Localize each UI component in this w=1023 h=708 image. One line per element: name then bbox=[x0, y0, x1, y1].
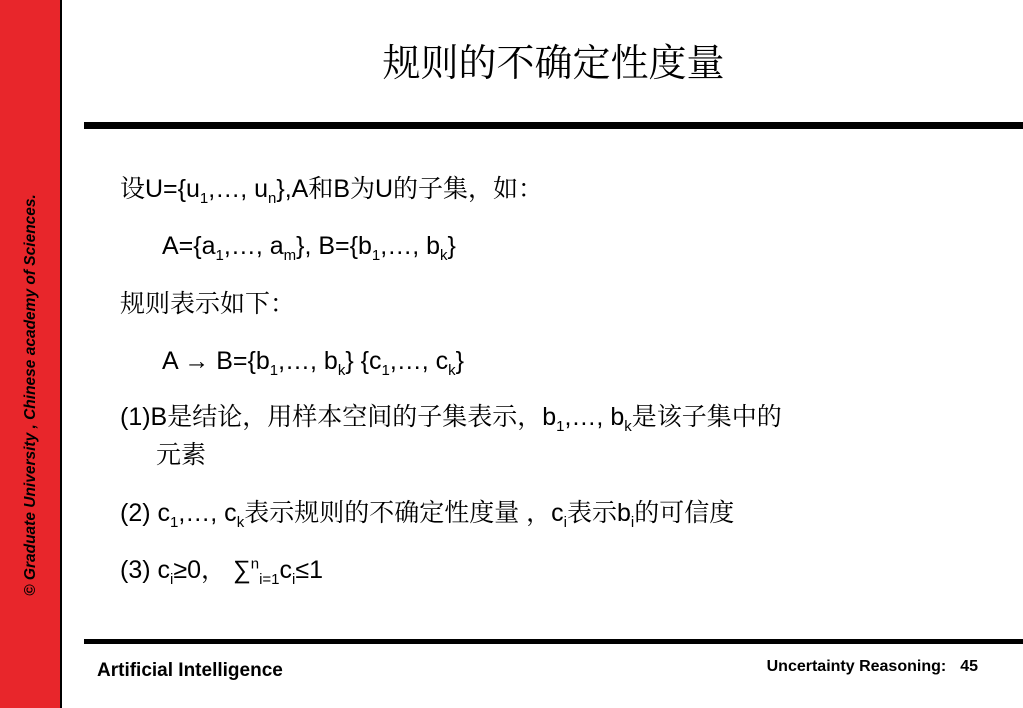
slide-title: 规则的不确定性度量 bbox=[382, 41, 725, 85]
text-segment: ,…, c bbox=[178, 499, 237, 527]
summation-icon: ∑ bbox=[232, 556, 251, 584]
subscript: i bbox=[170, 571, 174, 588]
text-segment: } bbox=[455, 347, 465, 375]
subscript: i bbox=[292, 571, 296, 588]
text-segment: 设U={u bbox=[120, 175, 200, 203]
text-segment: } {c bbox=[345, 347, 382, 375]
subscript: i bbox=[630, 514, 635, 531]
footer-divider bbox=[84, 639, 1023, 644]
subscript: k bbox=[440, 247, 448, 264]
subscript: i=1 bbox=[259, 571, 280, 588]
text-segment: ,…, b bbox=[380, 232, 440, 260]
subscript: k bbox=[624, 418, 632, 435]
text-segment: 表示规则的不确定性度量 ，c bbox=[244, 499, 564, 527]
line-item-3 bbox=[120, 555, 323, 588]
text-segment: 表示b bbox=[566, 499, 631, 527]
sidebar bbox=[0, 0, 62, 708]
text-segment: (1)B是结论，用样本空间的子集表示，b bbox=[120, 403, 557, 431]
text-segment: A={a bbox=[162, 232, 216, 260]
copyright-text: © Graduate University , Chinese academy of Sciences. bbox=[22, 194, 39, 596]
text-segment: A bbox=[162, 347, 185, 375]
text-segment: ,…, a bbox=[223, 232, 284, 260]
text-segment: (3) c bbox=[120, 556, 170, 584]
title-divider bbox=[84, 122, 1023, 129]
subscript: 1 bbox=[199, 190, 209, 207]
subscript: k bbox=[337, 362, 346, 379]
text-segment: (2) c bbox=[120, 499, 170, 527]
right-arrow-icon: → bbox=[184, 347, 210, 375]
subscript: 1 bbox=[556, 418, 565, 435]
text-segment: ,…, c bbox=[389, 347, 449, 375]
subscript: 1 bbox=[170, 514, 179, 531]
text-segment: B={b bbox=[209, 347, 270, 375]
line-item-1 bbox=[120, 402, 782, 435]
subscript: k bbox=[236, 514, 245, 531]
subscript: 1 bbox=[371, 247, 381, 264]
page-number: 45 bbox=[960, 658, 978, 675]
subscript: k bbox=[448, 362, 456, 379]
text-segment: ≥0， bbox=[173, 556, 233, 584]
text-segment: ,…, b bbox=[564, 403, 625, 431]
subscript: 1 bbox=[269, 362, 279, 379]
line-rule-form bbox=[162, 346, 465, 379]
text-segment: ,…, b bbox=[278, 347, 338, 375]
text-segment: }, B={b bbox=[296, 232, 372, 260]
subscript: i bbox=[563, 514, 567, 531]
line-item-1-cont: 元素 bbox=[156, 441, 207, 469]
subscript: n bbox=[268, 190, 277, 207]
text-segment: 的可信度 bbox=[634, 499, 735, 527]
text-segment: } bbox=[447, 232, 456, 260]
subscript: 1 bbox=[215, 247, 224, 264]
text-segment: ,…, u bbox=[208, 175, 269, 203]
subscript: m bbox=[283, 247, 297, 264]
text-segment: c bbox=[279, 556, 293, 584]
text-segment: },A和B为U的子集，如： bbox=[276, 175, 544, 203]
text-segment: ≤1 bbox=[295, 556, 323, 584]
subscript: 1 bbox=[381, 362, 390, 379]
line-sets bbox=[162, 231, 456, 264]
superscript: n bbox=[250, 555, 260, 573]
line-rule-intro: 规则表示如下： bbox=[120, 290, 296, 318]
footer-section bbox=[767, 658, 978, 676]
footer-section-title: Uncertainty Reasoning: bbox=[766, 658, 947, 675]
text-segment: 是该子集中的 bbox=[631, 403, 782, 431]
line-item-2 bbox=[120, 498, 735, 531]
line-definition bbox=[120, 174, 544, 207]
footer-course-title: Artificial Intelligence bbox=[97, 660, 283, 681]
